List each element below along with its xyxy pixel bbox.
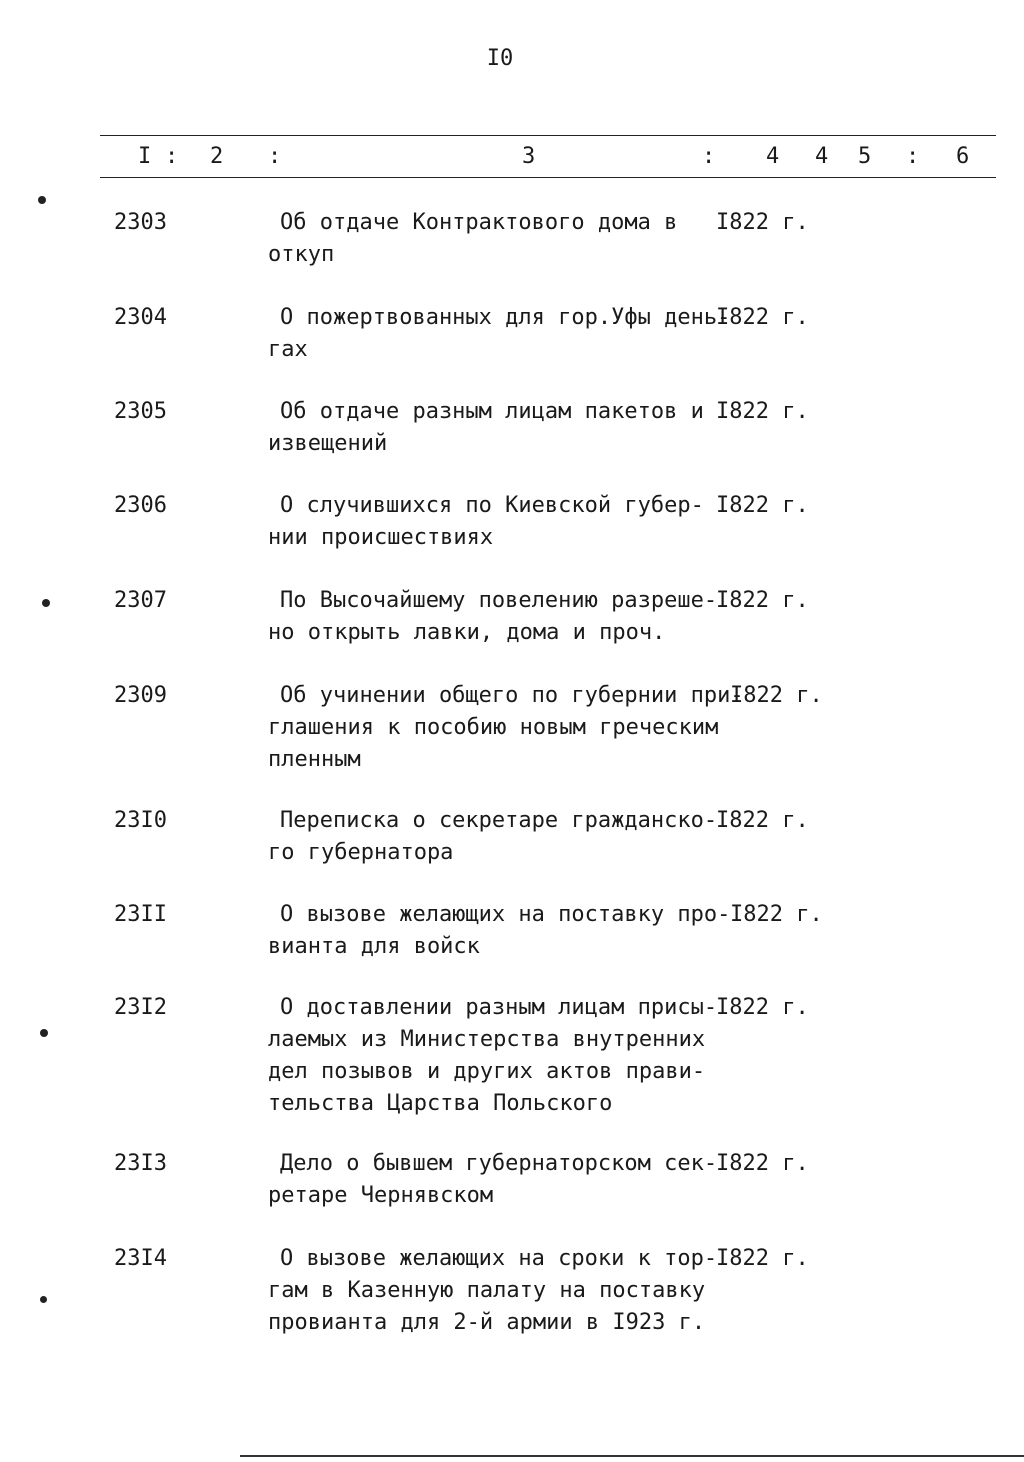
header-col-1: I [138,144,152,169]
entry-title-line: По Высочайшему повелению разреше- [280,588,718,613]
scan-speck [42,599,50,607]
header-separator: : [165,144,179,169]
scan-speck [38,196,46,204]
entry-title-line: Об отдаче Контрактового дома в [280,210,678,235]
scan-speck [40,1296,47,1303]
entry-year: I822 г. [716,305,809,330]
entry-title-line: ретаре Чернявском [268,1183,494,1208]
entry-number: 2307 [114,588,167,613]
entry-title [268,680,744,776]
entry-number: 23II [114,902,167,927]
entry-title-line: нии происшествиях [268,525,494,550]
entry-title-line: провианта для 2-й армии в I923 г. [268,1310,706,1335]
header-col-3: 3 [522,144,536,169]
header-col-4: 4 [766,144,780,169]
entry-year: I822 г. [716,210,809,235]
entry-year: I822 г. [716,1151,809,1176]
entry-number: 2304 [114,305,167,330]
entry-year: I822 г. [716,1246,809,1271]
entry-year: I822 г. [716,995,809,1020]
entry-title-line: откуп [268,242,335,267]
entry-title [268,992,728,1120]
entry-title-line: го губернатора [268,840,454,865]
entry-number: 2303 [114,210,167,235]
entry-title [268,899,731,963]
entry-number: 2309 [114,683,167,708]
entry-title-line: пленным [268,747,361,772]
entry-number: 23I2 [114,995,167,1020]
entry-title-line: дел позывов и других актов прави- [268,1059,706,1084]
entry-number: 2305 [114,399,167,424]
entry-number: 23I4 [114,1246,167,1271]
header-separator: : [906,144,920,169]
entry-title-line: О вызове желающих на сроки к тор- [280,1246,718,1271]
entry-title-line: Переписка о секретаре гражданско- [280,808,718,833]
entry-title-line: Об отдаче разным лицам пакетов и [280,399,704,424]
entry-title [268,1243,728,1339]
header-separator: : [268,144,282,169]
table-header-top-rule [100,135,996,136]
entry-title-line: О пожертвованных для гор.Уфы день- [280,305,731,330]
entry-title-line: Дело о бывшем губернаторском сек- [280,1151,718,1176]
table-header-bottom-rule [100,177,996,178]
entry-title [268,1148,728,1212]
entry-title-line: гам в Казенную палату на поставку [268,1278,706,1303]
entry-year: I822 г. [716,399,809,424]
header-col-4-overtyped: 4 [815,144,829,169]
entry-year: I822 г. [730,902,823,927]
entry-title [268,585,728,649]
entry-number: 23I0 [114,808,167,833]
entry-title-line: извещений [268,431,388,456]
entry-title-line: тельства Царства Польского [268,1091,613,1116]
entry-title-line: вианта для войск [268,934,480,959]
entry-year: I822 г. [716,588,809,613]
entry-title-line: О вызове желающих на поставку про- [280,902,731,927]
entry-title [268,302,731,366]
entry-title [268,490,728,554]
entry-title-line: гах [268,337,308,362]
header-col-6: 6 [956,144,970,169]
header-separator: : [702,144,716,169]
entry-year: I822 г. [716,808,809,833]
entry-title [268,805,728,869]
scan-speck [40,1029,48,1037]
entry-title-line: лаемых из Министерства внутренних [268,1027,706,1052]
entry-title-line: Об учинении общего по губернии при- [280,683,744,708]
entry-year: I822 г. [716,493,809,518]
header-col-5: 5 [858,144,872,169]
entry-number: 2306 [114,493,167,518]
page-number: I0 [486,46,514,71]
header-col-2: 2 [210,144,224,169]
entry-title-line: О случившихся по Киевской губер- [280,493,704,518]
entry-title-line: глашения к пособию новым греческим [268,715,719,740]
entry-number: 23I3 [114,1151,167,1176]
entry-year: I822 г. [730,683,823,708]
entry-title-line: О доставлении разным лицам присы- [280,995,718,1020]
page-bottom-edge [240,1455,1024,1457]
entry-title [268,396,728,460]
entry-title [268,207,728,271]
entry-title-line: но открыть лавки, дома и проч. [268,620,666,645]
